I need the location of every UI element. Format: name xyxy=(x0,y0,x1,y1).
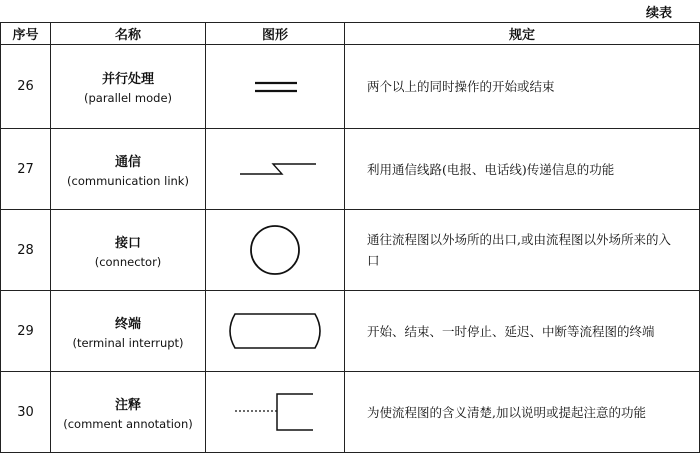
col-header-symbol: 图形 xyxy=(206,23,345,45)
header-row xyxy=(1,23,700,45)
terminal-icon xyxy=(223,308,327,354)
name-cell xyxy=(51,45,206,129)
name-cell xyxy=(51,210,206,291)
row-number: 28 xyxy=(1,210,51,291)
row-number: 26 xyxy=(1,45,51,129)
name-chinese: 并行处理 xyxy=(101,72,154,87)
name-english: (communication link) xyxy=(67,173,189,188)
symbol-cell xyxy=(206,129,345,210)
name-english: (connector) xyxy=(94,254,162,269)
name-cell xyxy=(51,129,206,210)
name-cell xyxy=(51,372,206,453)
symbol-cell xyxy=(206,45,345,129)
continued-label: 续表 xyxy=(645,6,672,21)
symbol-cell xyxy=(206,291,345,372)
name-english: (comment annotation) xyxy=(63,416,193,431)
name-cell xyxy=(51,291,206,372)
name-chinese: 终端 xyxy=(114,316,141,332)
table-row xyxy=(1,372,700,453)
row-number: 29 xyxy=(1,291,51,372)
table-row xyxy=(1,129,700,210)
row-number: 30 xyxy=(1,372,51,453)
col-header-name: 名称 xyxy=(51,23,206,45)
rule-cell: 利用通信线路(电报、电话线)传递信息的功能 xyxy=(345,129,700,210)
lightning-link-icon xyxy=(230,157,320,181)
name-chinese: 通信 xyxy=(114,154,141,170)
col-header-rule: 规定 xyxy=(345,23,700,45)
name-chinese: 接口 xyxy=(114,235,141,251)
name-english: (parallel mode) xyxy=(83,91,173,105)
symbol-cell xyxy=(206,372,345,453)
flowchart-symbol-table xyxy=(0,22,700,453)
rule-cell: 通往流程图以外场所的出口,或由流程图以外场所来的入口 xyxy=(345,210,700,291)
rule-cell: 开始、结束、一时停止、延迟、中断等流程图的终端 xyxy=(345,291,700,372)
table-row xyxy=(1,45,700,129)
circle-icon xyxy=(245,218,305,282)
rule-cell: 两个以上的同时操作的开始或结束 xyxy=(345,45,700,129)
rule-cell: 为使流程图的含义清楚,加以说明或提起注意的功能 xyxy=(345,372,700,453)
symbol-cell xyxy=(206,210,345,291)
name-english: (terminal interrupt) xyxy=(72,335,184,350)
col-header-number: 序号 xyxy=(1,23,51,45)
row-number: 27 xyxy=(1,129,51,210)
name-chinese: 注释 xyxy=(114,397,141,413)
annotation-bracket-icon xyxy=(227,389,323,435)
table-row xyxy=(1,291,700,372)
table-row xyxy=(1,210,700,291)
double-line-icon xyxy=(235,77,315,97)
